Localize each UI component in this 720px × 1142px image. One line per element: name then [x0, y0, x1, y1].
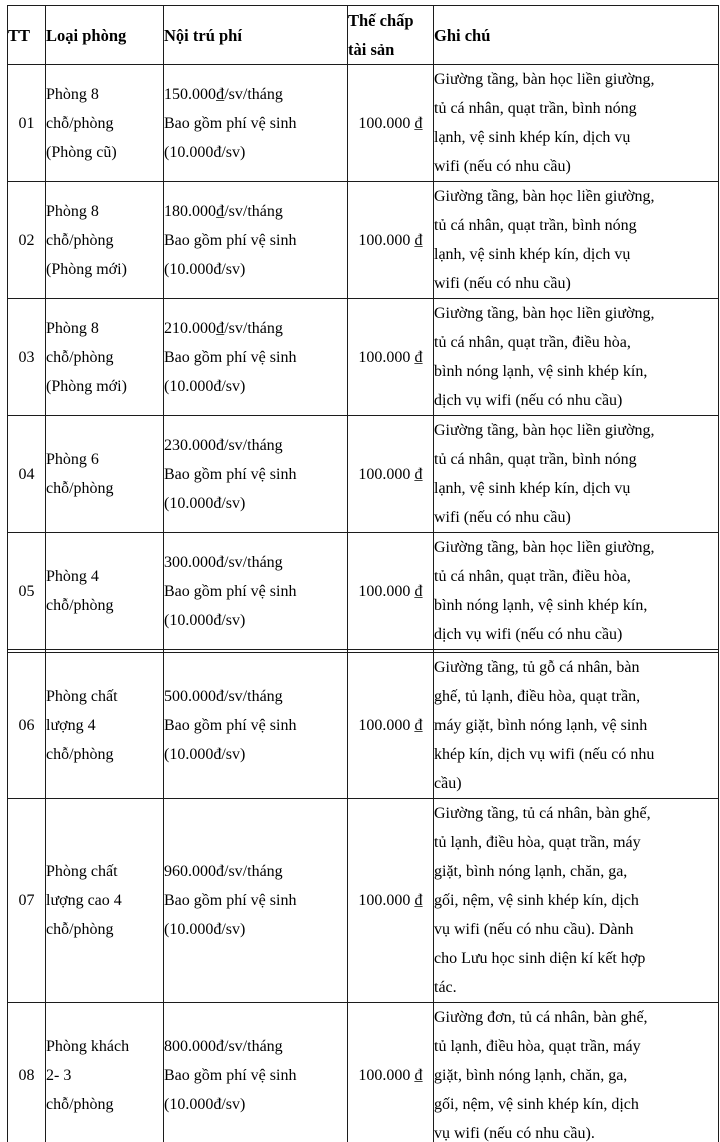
table-row: [8, 416, 719, 533]
table-row: [8, 182, 719, 299]
deposit-cell: 100.000 ₫: [348, 182, 434, 299]
notes-cell: Giường tầng, bàn học liền giường, tủ cá nhân, quạt trần, điều hòa, bình nóng lạnh, vệ sinh khép kín, dịch vụ wifi (nếu có nhu cầu): [434, 299, 719, 416]
deposit-cell: 100.000 ₫: [348, 1003, 434, 1142]
row-number-cell: 08: [8, 1003, 46, 1142]
table-row: [8, 653, 719, 799]
room-type-cell: Phòng 4 chỗ/phòng: [46, 533, 164, 650]
deposit-cell: 100.000 ₫: [348, 533, 434, 650]
boarding-fee-cell: 300.000đ/sv/tháng Bao gồm phí vệ sinh (10.000đ/sv): [164, 533, 348, 650]
row-number-cell: 01: [8, 65, 46, 182]
row-number-cell: 07: [8, 799, 46, 1003]
room-type-cell: Phòng chất lượng 4 chỗ/phòng: [46, 653, 164, 799]
notes-cell: Giường tầng, bàn học liền giường, tủ cá nhân, quạt trần, bình nóng lạnh, vệ sinh khép kín, dịch vụ wifi (nếu có nhu cầu): [434, 182, 719, 299]
header-row: [8, 6, 719, 65]
boarding-fee-cell: 150.000₫/sv/tháng Bao gồm phí vệ sinh (10.000đ/sv): [164, 65, 348, 182]
dorm-fee-table: [7, 5, 719, 1142]
table-row: [8, 299, 719, 416]
table-row: [8, 65, 719, 182]
row-number-cell: 03: [8, 299, 46, 416]
table-row: [8, 533, 719, 650]
notes-cell: Giường tầng, tủ gỗ cá nhân, bàn ghế, tủ lạnh, điều hòa, quạt trần, máy giặt, bình nóng lạnh, vệ sinh khép kín, dịch vụ wifi (nếu có nhu cầu): [434, 653, 719, 799]
boarding-fee-cell: 180.000₫/sv/tháng Bao gồm phí vệ sinh (10.000đ/sv): [164, 182, 348, 299]
header-tt: TT: [8, 6, 46, 65]
notes-cell: Giường tầng, bàn học liền giường, tủ cá nhân, quạt trần, điều hòa, bình nóng lạnh, vệ sinh khép kín, dịch vụ wifi (nếu có nhu cầu): [434, 533, 719, 650]
room-type-cell: Phòng 8 chỗ/phòng (Phòng cũ): [46, 65, 164, 182]
row-number-cell: 06: [8, 653, 46, 799]
notes-cell: Giường đơn, tủ cá nhân, bàn ghế, tủ lạnh, điều hòa, quạt trần, máy giặt, bình nóng lạnh, chăn, ga, gối, nệm, vệ sinh khép kín, dịch vụ wifi (nếu có nhu cầu).: [434, 1003, 719, 1142]
boarding-fee-cell: 230.000đ/sv/tháng Bao gồm phí vệ sinh (10.000đ/sv): [164, 416, 348, 533]
notes-cell: Giường tầng, bàn học liền giường, tủ cá nhân, quạt trần, bình nóng lạnh, vệ sinh khép kín, dịch vụ wifi (nếu có nhu cầu): [434, 65, 719, 182]
header-notes: Ghi chú: [434, 6, 719, 65]
header-deposit: Thế chấp tài sản: [348, 6, 434, 65]
boarding-fee-cell: 500.000đ/sv/tháng Bao gồm phí vệ sinh (10.000đ/sv): [164, 653, 348, 799]
deposit-cell: 100.000 ₫: [348, 653, 434, 799]
boarding-fee-cell: 210.000₫/sv/tháng Bao gồm phí vệ sinh (10.000đ/sv): [164, 299, 348, 416]
notes-cell: Giường tầng, tủ cá nhân, bàn ghế, tủ lạnh, điều hòa, quạt trần, máy giặt, bình nóng lạnh, chăn, ga, gối, nệm, vệ sinh khép kín, dịch vụ wifi (nếu có nhu cầu). Dành cho Lưu học sinh diện kí kết hợp tác.: [434, 799, 719, 1003]
room-type-cell: Phòng chất lượng cao 4 chỗ/phòng: [46, 799, 164, 1003]
row-number-cell: 02: [8, 182, 46, 299]
room-type-cell: Phòng 8 chỗ/phòng (Phòng mới): [46, 182, 164, 299]
header-boarding-fee: Nội trú phí: [164, 6, 348, 65]
header-room-type: Loại phòng: [46, 6, 164, 65]
deposit-cell: 100.000 ₫: [348, 299, 434, 416]
deposit-cell: 100.000 ₫: [348, 416, 434, 533]
deposit-cell: 100.000 ₫: [348, 799, 434, 1003]
notes-cell: Giường tầng, bàn học liền giường, tủ cá nhân, quạt trần, bình nóng lạnh, vệ sinh khép kín, dịch vụ wifi (nếu có nhu cầu): [434, 416, 719, 533]
room-type-cell: Phòng 6 chỗ/phòng: [46, 416, 164, 533]
row-number-cell: 04: [8, 416, 46, 533]
room-type-cell: Phòng khách 2- 3 chỗ/phòng: [46, 1003, 164, 1142]
boarding-fee-cell: 800.000đ/sv/tháng Bao gồm phí vệ sinh (10.000đ/sv): [164, 1003, 348, 1142]
row-number-cell: 05: [8, 533, 46, 650]
table-row: [8, 799, 719, 1003]
room-type-cell: Phòng 8 chỗ/phòng (Phòng mới): [46, 299, 164, 416]
table-row: [8, 1003, 719, 1142]
boarding-fee-cell: 960.000đ/sv/tháng Bao gồm phí vệ sinh (10.000đ/sv): [164, 799, 348, 1003]
deposit-cell: 100.000 ₫: [348, 65, 434, 182]
